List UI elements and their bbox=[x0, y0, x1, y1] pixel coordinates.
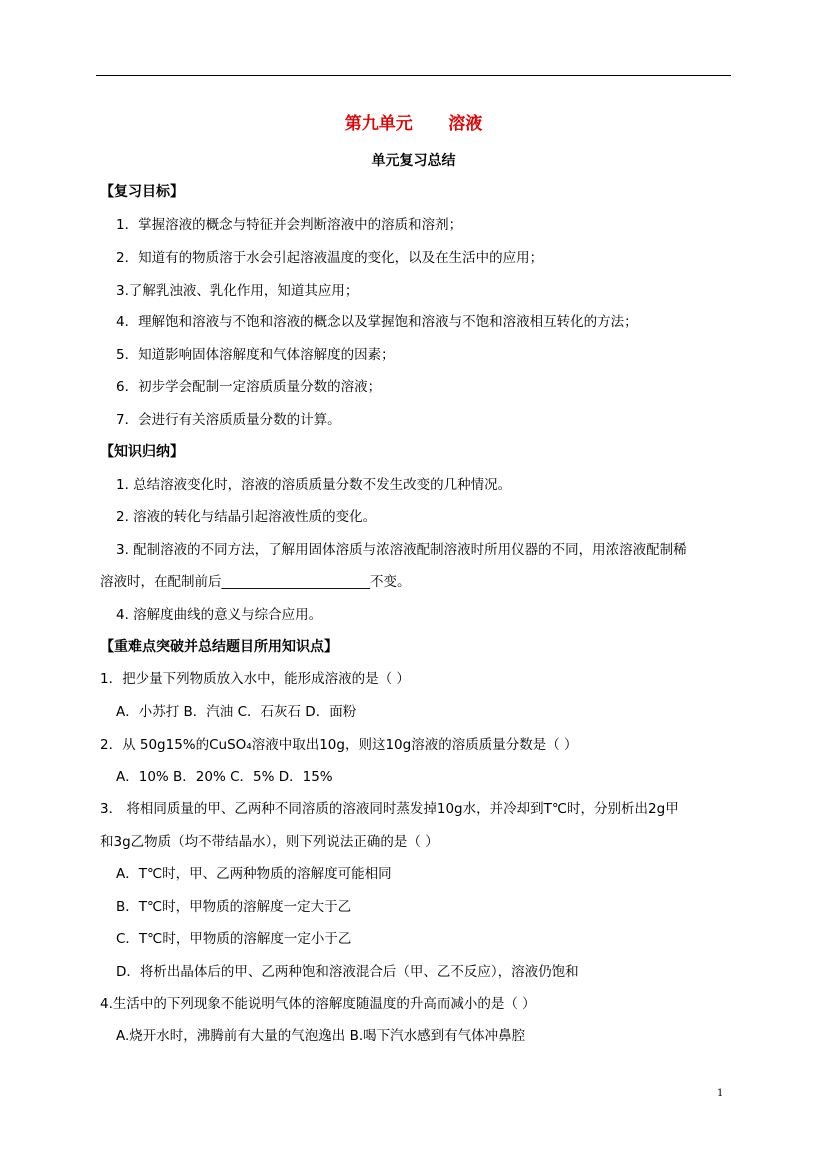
section-heading-review-goals: 【复习目标】 bbox=[100, 184, 184, 200]
goal-item: 4．理解饱和溶液与不饱和溶液的概念以及掌握饱和溶液与不饱和溶液相互转化的方法； bbox=[116, 314, 638, 330]
question-3-option-c: C．T℃时，甲物质的溶解度一定小于乙 bbox=[116, 931, 352, 947]
question-3: 3． 将相同质量的甲、乙两种不同溶质的溶液同时蒸发掉10g水，并冷却到T℃时，分别析出2g甲 bbox=[100, 801, 679, 817]
knowledge-item: 2. 溶液的转化与结晶引起溶液性质的变化。 bbox=[116, 509, 377, 525]
header-rule bbox=[96, 75, 731, 76]
section-heading-knowledge: 【知识归纳】 bbox=[100, 444, 184, 460]
page-number: 1 bbox=[717, 1088, 724, 1099]
question-4: 4.生活中的下列现象不能说明气体的溶解度随温度的升高而减小的是（ ） bbox=[100, 996, 536, 1012]
question-3-option-a: A．T℃时，甲、乙两种物质的溶解度可能相同 bbox=[116, 866, 392, 882]
goal-item: 1．掌握溶液的概念与特征并会判断溶液中的溶质和溶剂； bbox=[116, 217, 463, 233]
section-heading-key-points: 【重难点突破并总结题目所用知识点】 bbox=[100, 639, 338, 655]
question-3-option-b: B．T℃时，甲物质的溶解度一定大于乙 bbox=[116, 899, 352, 915]
question-1: 1．把少量下列物质放入水中，能形成溶液的是（ ） bbox=[100, 671, 410, 687]
goal-item: 6．初步学会配制一定溶质质量分数的溶液； bbox=[116, 379, 382, 395]
page-title: 第九单元 溶液 bbox=[344, 114, 483, 134]
knowledge-item-continued: 溶液时，在配制前后______________________不变。 bbox=[100, 574, 411, 590]
goal-item: 2．知道有的物质溶于水会引起溶液温度的变化，以及在生活中的应用； bbox=[116, 250, 544, 266]
knowledge-item: 3. 配制溶液的不同方法，了解用固体溶质与浓溶液配制溶液时所用仪器的不同，用浓溶液配制稀 bbox=[116, 542, 687, 558]
question-1-options: A．小苏打 B．汽油 C．石灰石 D．面粉 bbox=[116, 704, 357, 720]
question-4-options: A.烧开水时，沸腾前有大量的气泡逸出 B.喝下汽水感到有气体冲鼻腔 bbox=[116, 1028, 526, 1044]
question-3-continued: 和3g乙物质（均不带结晶水），则下列说法正确的是（ ） bbox=[100, 834, 439, 850]
page-subtitle: 单元复习总结 bbox=[371, 153, 456, 169]
goal-item: 3.了解乳浊液、乳化作用，知道其应用； bbox=[116, 283, 359, 299]
knowledge-item: 4. 溶解度曲线的意义与综合应用。 bbox=[116, 607, 323, 623]
question-2: 2．从 50g15%的CuSO₄溶液中取出10g，则这10g溶液的溶质质量分数是（ ） bbox=[100, 737, 578, 753]
goal-item: 5．知道影响固体溶解度和气体溶解度的因素； bbox=[116, 347, 395, 363]
goal-item: 7．会进行有关溶质质量分数的计算。 bbox=[116, 412, 341, 428]
knowledge-item: 1. 总结溶液变化时，溶液的溶质质量分数不发生改变的几种情况。 bbox=[116, 477, 512, 493]
question-2-options: A．10% B．20% C．5% D．15% bbox=[116, 769, 333, 785]
question-3-option-d: D．将析出晶体后的甲、乙两种饱和溶液混合后（甲、乙不反应），溶液仍饱和 bbox=[116, 964, 579, 980]
